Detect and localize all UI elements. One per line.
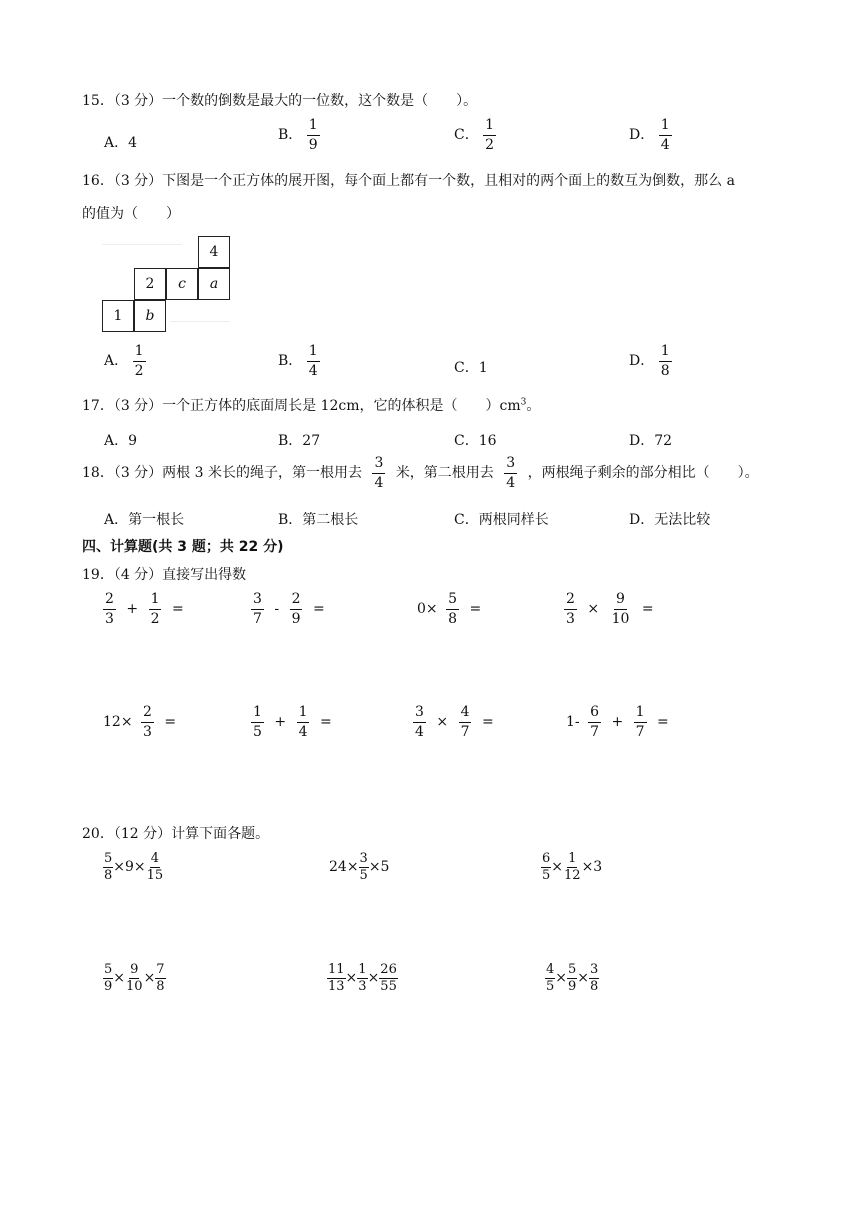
q19-expr-2 bbox=[251, 592, 331, 626]
superscript: 3 bbox=[520, 397, 527, 408]
q18-option-b: B．第二根长 bbox=[278, 512, 359, 528]
operator: + bbox=[126, 601, 139, 618]
q20-problem-5 bbox=[327, 963, 398, 993]
numerator: 6 bbox=[588, 705, 601, 723]
numerator: 2 bbox=[141, 705, 154, 723]
fraction bbox=[545, 963, 555, 993]
fraction bbox=[327, 963, 346, 993]
suffix: ×5 bbox=[368, 859, 390, 876]
denominator: 9 bbox=[104, 978, 113, 994]
denominator: 13 bbox=[328, 978, 345, 994]
equals-sign: = bbox=[164, 714, 177, 731]
q17-option-b: B．27 bbox=[278, 433, 321, 449]
stem-text: 米，第二根用去 bbox=[395, 465, 494, 482]
equals-sign: = bbox=[312, 601, 325, 618]
net-face-2: 2 bbox=[134, 268, 166, 300]
q16-option-a bbox=[104, 344, 146, 378]
denominator: 9 bbox=[308, 136, 318, 153]
q19-expr-8 bbox=[566, 705, 675, 739]
fraction bbox=[125, 963, 144, 993]
q18-stem bbox=[82, 456, 759, 490]
q18-option-d: D．无法比较 bbox=[629, 512, 711, 528]
net-face-a bbox=[198, 268, 230, 300]
denominator: 5 bbox=[359, 867, 368, 883]
numerator: 5 bbox=[446, 592, 459, 610]
numerator: 1 bbox=[568, 851, 577, 866]
numerator: 1 bbox=[149, 592, 162, 610]
faint-line bbox=[170, 321, 230, 322]
q20-stem: 20．（12 分）计算下面各题。 bbox=[82, 826, 270, 842]
denominator: 2 bbox=[134, 362, 144, 379]
q19-expr-3 bbox=[417, 592, 487, 626]
fraction bbox=[659, 344, 672, 378]
numerator: 3 bbox=[504, 456, 517, 474]
q16-stem-line1: 16．（3 分）下图是一个正方体的展开图，每个面上都有一个数，且相对的两个面上的数互为倒数，那么 a bbox=[82, 173, 735, 189]
denominator: 3 bbox=[143, 723, 152, 740]
numerator: 1 bbox=[634, 705, 647, 723]
q17-stem bbox=[82, 395, 540, 415]
denominator: 4 bbox=[308, 362, 318, 379]
stem-end: 。 bbox=[526, 398, 541, 414]
numerator: 1 bbox=[358, 962, 367, 977]
fraction bbox=[103, 852, 113, 882]
q16-option-b bbox=[278, 344, 320, 378]
fraction bbox=[446, 592, 459, 626]
operator: × bbox=[367, 970, 380, 987]
denominator: 4 bbox=[298, 723, 308, 740]
q19-expr-4 bbox=[564, 592, 660, 626]
fraction bbox=[459, 705, 472, 739]
denominator: 8 bbox=[104, 867, 113, 883]
suffix: ×3 bbox=[581, 859, 603, 876]
numerator: 9 bbox=[130, 962, 139, 977]
fraction bbox=[307, 344, 320, 378]
face-letter: c bbox=[178, 276, 186, 292]
fraction bbox=[307, 118, 320, 152]
numerator: 1 bbox=[483, 118, 496, 136]
equals-sign: = bbox=[469, 601, 482, 618]
denominator: 3 bbox=[566, 610, 575, 627]
numerator: 1 bbox=[133, 344, 146, 362]
denominator: 7 bbox=[253, 610, 262, 627]
denominator: 3 bbox=[105, 610, 114, 627]
fraction bbox=[372, 456, 385, 490]
denominator: 55 bbox=[380, 978, 397, 994]
operator: × bbox=[587, 601, 600, 618]
q19-expr-6 bbox=[251, 705, 338, 739]
denominator: 10 bbox=[126, 978, 143, 994]
numerator: 4 bbox=[546, 962, 555, 977]
operator: × bbox=[551, 859, 564, 876]
operator: × bbox=[436, 714, 449, 731]
numerator: 1 bbox=[307, 344, 320, 362]
option-label: D． bbox=[629, 127, 655, 144]
numerator: 11 bbox=[328, 962, 345, 977]
numerator: 6 bbox=[542, 851, 551, 866]
denominator: 8 bbox=[156, 978, 165, 994]
q20-problem-4 bbox=[103, 963, 166, 993]
q20-problem-2 bbox=[329, 852, 389, 882]
denominator: 8 bbox=[660, 362, 670, 379]
denominator: 7 bbox=[635, 723, 645, 740]
stem-text: ，两根绳子剩余的部分相比（ ）。 bbox=[527, 465, 759, 482]
q16-option-d bbox=[629, 344, 672, 378]
denominator: 5 bbox=[253, 723, 262, 740]
operator: × bbox=[113, 970, 126, 987]
denominator: 8 bbox=[448, 610, 458, 627]
q15-stem: 15．（3 分）一个数的倒数是最大的一位数，这个数是（ ）。 bbox=[82, 93, 478, 109]
equals-sign: = bbox=[319, 714, 332, 731]
fraction bbox=[155, 963, 165, 993]
fraction bbox=[103, 963, 113, 993]
numerator: 5 bbox=[568, 962, 577, 977]
numerator: 2 bbox=[290, 592, 303, 610]
q20-problem-6 bbox=[545, 963, 599, 993]
numerator: 1 bbox=[659, 118, 672, 136]
face-letter: a bbox=[209, 276, 219, 292]
denominator: 9 bbox=[568, 978, 577, 994]
numerator: 9 bbox=[614, 592, 627, 610]
fraction bbox=[564, 592, 577, 626]
fraction bbox=[103, 592, 116, 626]
denominator: 4 bbox=[506, 474, 516, 491]
q19-expr-1 bbox=[103, 592, 190, 626]
q16-option-c: C．1 bbox=[454, 360, 488, 376]
numerator: 2 bbox=[103, 592, 116, 610]
fraction bbox=[149, 592, 162, 626]
fraction bbox=[588, 705, 601, 739]
option-label: D． bbox=[629, 353, 655, 370]
equals-sign: = bbox=[641, 601, 654, 618]
fraction bbox=[141, 705, 154, 739]
fraction bbox=[541, 852, 551, 882]
fraction bbox=[610, 592, 632, 626]
numerator: 3 bbox=[413, 705, 426, 723]
cube-net-figure bbox=[100, 236, 234, 336]
fraction bbox=[659, 118, 672, 152]
fraction bbox=[251, 705, 264, 739]
q19-stem: 19．（4 分）直接写出得数 bbox=[82, 567, 247, 583]
fraction bbox=[133, 344, 146, 378]
operator: × bbox=[577, 970, 590, 987]
numerator: 26 bbox=[380, 962, 397, 977]
denominator: 8 bbox=[590, 978, 599, 994]
numerator: 2 bbox=[564, 592, 577, 610]
prefix: 12× bbox=[103, 714, 133, 731]
q17-option-c: C．16 bbox=[454, 433, 497, 449]
fraction bbox=[379, 963, 398, 993]
fraction bbox=[634, 705, 647, 739]
equals-sign: = bbox=[657, 714, 669, 731]
q17-option-a: A．9 bbox=[104, 433, 138, 449]
numerator: 5 bbox=[104, 851, 113, 866]
numerator: 4 bbox=[150, 851, 160, 866]
fraction bbox=[483, 118, 496, 152]
option-label: A． bbox=[104, 353, 129, 370]
face-letter: b bbox=[145, 308, 155, 324]
denominator: 2 bbox=[150, 610, 160, 627]
denominator: 15 bbox=[146, 867, 164, 883]
denominator: 2 bbox=[485, 136, 495, 153]
numerator: 3 bbox=[372, 456, 385, 474]
q16-stem-line2: 的值为（ ） bbox=[82, 206, 180, 222]
denominator: 7 bbox=[590, 723, 600, 740]
operator: × bbox=[345, 970, 358, 987]
prefix: 24× bbox=[329, 859, 359, 876]
operator: × bbox=[143, 970, 156, 987]
q15-option-d bbox=[629, 118, 672, 152]
fraction bbox=[251, 592, 264, 626]
fraction bbox=[413, 705, 426, 739]
fraction bbox=[359, 852, 369, 882]
numerator: 1 bbox=[659, 344, 672, 362]
denominator: 4 bbox=[374, 474, 384, 491]
fraction bbox=[290, 592, 303, 626]
denominator: 3 bbox=[358, 978, 367, 994]
net-face-c bbox=[166, 268, 198, 300]
q20-problem-3 bbox=[541, 852, 602, 882]
equals-sign: = bbox=[171, 601, 184, 618]
fraction bbox=[297, 705, 310, 739]
operator: - bbox=[274, 601, 280, 618]
q18-option-a: A．第一根长 bbox=[104, 512, 185, 528]
numerator: 1 bbox=[251, 705, 264, 723]
option-label: C． bbox=[454, 127, 479, 144]
fraction bbox=[563, 852, 582, 882]
fraction bbox=[146, 852, 165, 882]
q17-option-d: D．72 bbox=[629, 433, 673, 449]
q15-option-c bbox=[454, 118, 496, 152]
q19-expr-5 bbox=[103, 705, 182, 739]
denominator: 10 bbox=[611, 610, 630, 627]
net-face-top: 4 bbox=[198, 236, 230, 268]
denominator: 7 bbox=[460, 723, 470, 740]
q20-problem-1 bbox=[103, 852, 164, 882]
denominator: 12 bbox=[564, 867, 581, 883]
numerator: 5 bbox=[104, 962, 113, 977]
denominator: 4 bbox=[415, 723, 424, 740]
numerator: 1 bbox=[297, 705, 310, 723]
section-heading: 四、计算题(共 3 题；共 22 分) bbox=[82, 539, 284, 555]
prefix: 0× bbox=[417, 601, 438, 618]
denominator: 4 bbox=[660, 136, 670, 153]
operator: + bbox=[611, 714, 624, 731]
net-face-b bbox=[134, 300, 166, 332]
numerator: 1 bbox=[307, 118, 320, 136]
stem-text: 17．（3 分）一个正方体的底面周长是 12cm，它的体积是（ ）cm bbox=[82, 398, 521, 414]
denominator: 9 bbox=[291, 610, 301, 627]
fraction bbox=[589, 963, 599, 993]
denominator: 5 bbox=[546, 978, 555, 994]
fraction bbox=[567, 963, 577, 993]
option-label: B． bbox=[278, 127, 303, 144]
fraction bbox=[504, 456, 517, 490]
numerator: 3 bbox=[590, 962, 599, 977]
q15-option-b bbox=[278, 118, 320, 152]
q15-option-a: A．4 bbox=[104, 135, 138, 151]
operator: + bbox=[274, 714, 287, 731]
numerator: 3 bbox=[251, 592, 264, 610]
denominator: 5 bbox=[542, 867, 551, 883]
stem-text: 18．（3 分）两根 3 米长的绳子，第一根用去 bbox=[82, 465, 362, 482]
operator: × bbox=[555, 970, 568, 987]
prefix: 1- bbox=[566, 714, 580, 731]
operator: ×9× bbox=[113, 859, 146, 876]
fraction bbox=[357, 963, 367, 993]
q19-expr-7 bbox=[413, 705, 500, 739]
faint-line bbox=[102, 244, 182, 245]
q18-option-c: C．两根同样长 bbox=[454, 512, 549, 528]
option-label: B． bbox=[278, 353, 303, 370]
numerator: 7 bbox=[156, 962, 165, 977]
numerator: 4 bbox=[459, 705, 472, 723]
numerator: 3 bbox=[359, 851, 368, 866]
equals-sign: = bbox=[481, 714, 494, 731]
net-face-1: 1 bbox=[102, 300, 134, 332]
